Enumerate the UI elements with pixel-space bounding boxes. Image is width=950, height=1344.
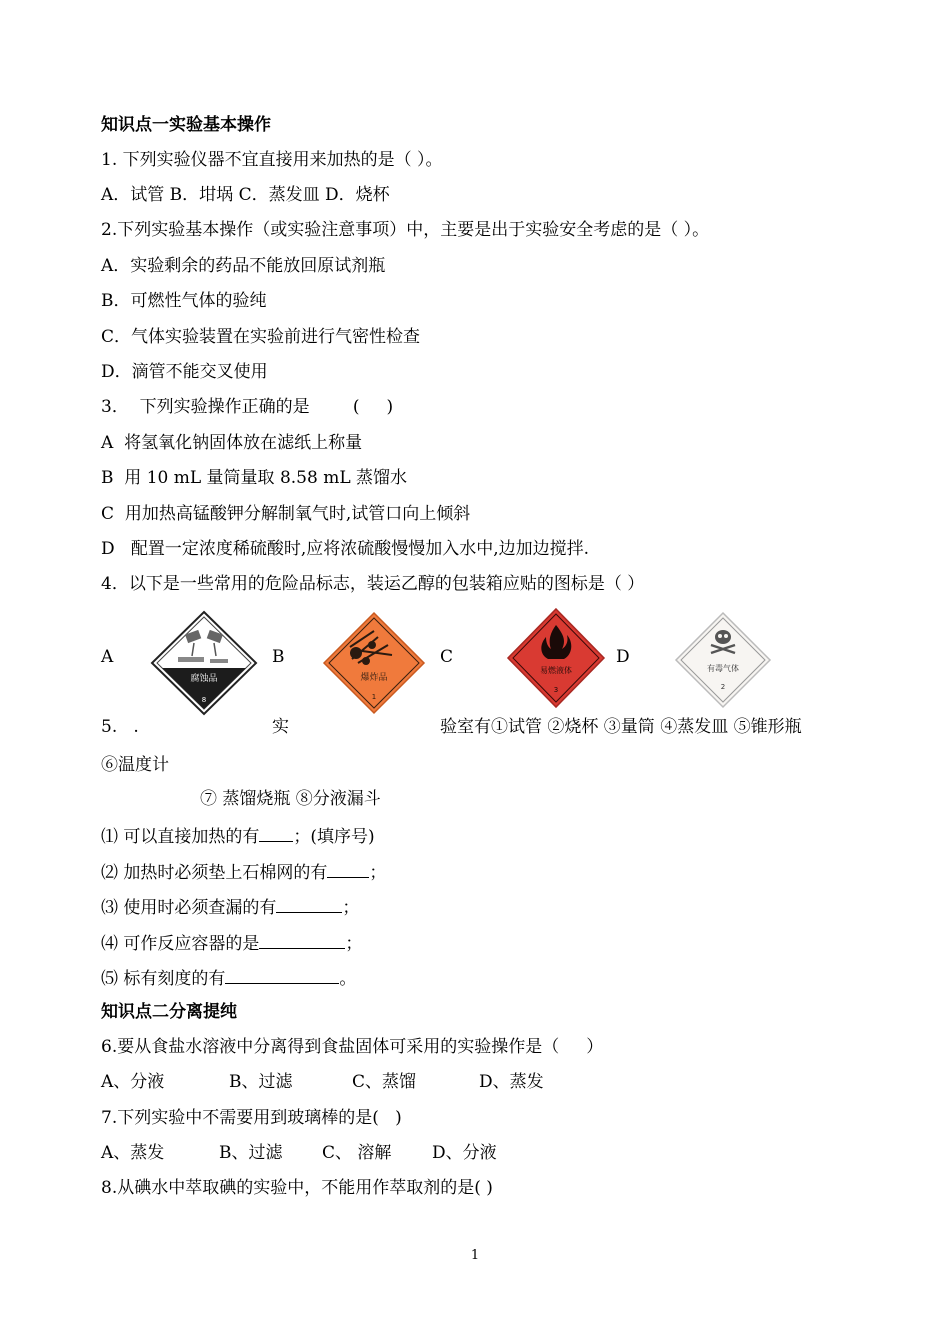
question-3-option-c: C 用加热高锰酸钾分解制氧气时,试管口向上倾斜 [101, 504, 471, 524]
question-1-options: A．试管 B．坩埚 C．蒸发皿 D．烧杯 [101, 185, 390, 205]
section-heading-2: 知识点二分离提纯 [101, 1002, 237, 1022]
answer-blank [259, 930, 345, 949]
flammable-sign-number: 3 [553, 686, 559, 694]
question-2-option-c: C．气体实验装置在实验前进行气密性检查 [101, 327, 421, 347]
question-1-stem: 1. 下列实验仪器不宜直接用来加热的是（ ）。 [101, 150, 443, 170]
question-5-items-7-8: ⑦ 蒸馏烧瓶 ⑧分液漏斗 [200, 789, 381, 809]
question-7-options [101, 1142, 497, 1164]
corrosive-sign-number: 8 [201, 696, 207, 704]
question-7-option-a: A、蒸发 [101, 1143, 165, 1163]
corrosive-sign-text: 腐蚀品 [190, 674, 218, 684]
sign-label-a: A [101, 647, 114, 667]
answer-blank [225, 965, 339, 984]
answer-blank [327, 859, 369, 878]
toxic-gas-sign-icon [674, 611, 772, 709]
flammable-liquid-sign-icon [506, 607, 606, 709]
corrosive-sign-icon [150, 610, 258, 716]
question-5-items: 验室有①试管 ②烧杯 ③量筒 ④蒸发皿 ⑤锥形瓶 [440, 717, 802, 737]
flammable-sign-text: 易燃液体 [540, 666, 572, 675]
question-2-option-d: D．滴管不能交叉使用 [101, 362, 268, 382]
question-7-option-d: D、分液 [432, 1143, 497, 1163]
question-2-stem: 2.下列实验基本操作（或实验注意事项）中，主要是出于实验安全考虑的是（ ）。 [101, 220, 710, 240]
question-3-stem: 3． 下列实验操作正确的是 ( ) [101, 397, 394, 417]
question-6-stem: 6.要从食盐水溶液中分离得到食盐固体可采用的实验操作是（ ） [101, 1037, 604, 1057]
explosive-sign-text: 爆炸品 [360, 673, 388, 683]
question-3-option-d: D 配置一定浓度稀硫酸时,应将浓硫酸慢慢加入水中,边加边搅拌. [101, 539, 590, 559]
question-2-option-b: B．可燃性气体的验纯 [101, 291, 267, 311]
sign-label-b: B [272, 647, 285, 667]
question-5-sub-3: ⑶ 使用时必须查漏的有 ； [101, 894, 359, 919]
question-5-sub-5: ⑸ 标有刻度的有 。 [101, 965, 356, 990]
question-5-number: 5. . [101, 717, 139, 737]
toxic-sign-text: 有毒气体 [707, 664, 739, 673]
question-2-option-a: A．实验剩余的药品不能放回原试剂瓶 [101, 256, 386, 276]
question-4-stem: 4．以下是一些常用的危险品标志，装运乙醇的包装箱应贴的图标是（ ） [101, 574, 645, 594]
question-3-option-a: A 将氢氧化钠固体放在滤纸上称量 [101, 433, 363, 453]
sign-label-c: C [440, 647, 454, 667]
section-heading-1: 知识点一实验基本操作 [101, 115, 271, 135]
question-8-stem: 8.从碘水中萃取碘的实验中，不能用作萃取剂的是( ) [101, 1178, 493, 1198]
question-7-stem: 7.下列实验中不需要用到玻璃棒的是( ) [101, 1108, 402, 1128]
question-6-option-d: D、蒸发 [479, 1072, 544, 1092]
explosive-sign-icon [322, 611, 426, 715]
question-5-sub-1: ⑴ 可以直接加热的有 ；(填序号) [101, 823, 375, 848]
answer-blank [276, 894, 342, 913]
page-number: 1 [470, 1248, 480, 1263]
question-3-option-b: B 用 10 mL 量筒量取 8.58 mL 蒸馏水 [101, 468, 408, 488]
answer-blank [259, 823, 293, 842]
toxic-sign-number: 2 [720, 683, 726, 691]
question-7-option-c: C、 溶解 [322, 1143, 392, 1163]
explosive-sign-number: 1 [371, 693, 377, 701]
sign-label-d: D [616, 647, 630, 667]
question-5-fragment: 实 [272, 717, 289, 737]
question-7-option-b: B、过滤 [219, 1143, 283, 1163]
question-6-options [101, 1071, 544, 1093]
question-6-option-c: C、蒸馏 [352, 1072, 417, 1092]
question-5-sub-4: ⑷ 可作反应容器的是 ； [101, 930, 362, 955]
question-5-sub-2: ⑵ 加热时必须垫上石棉网的有 ； [101, 859, 386, 884]
question-5-item-6: ⑥温度计 [101, 755, 169, 775]
question-6-option-b: B、过滤 [229, 1072, 293, 1092]
question-6-option-a: A、分液 [101, 1072, 165, 1092]
